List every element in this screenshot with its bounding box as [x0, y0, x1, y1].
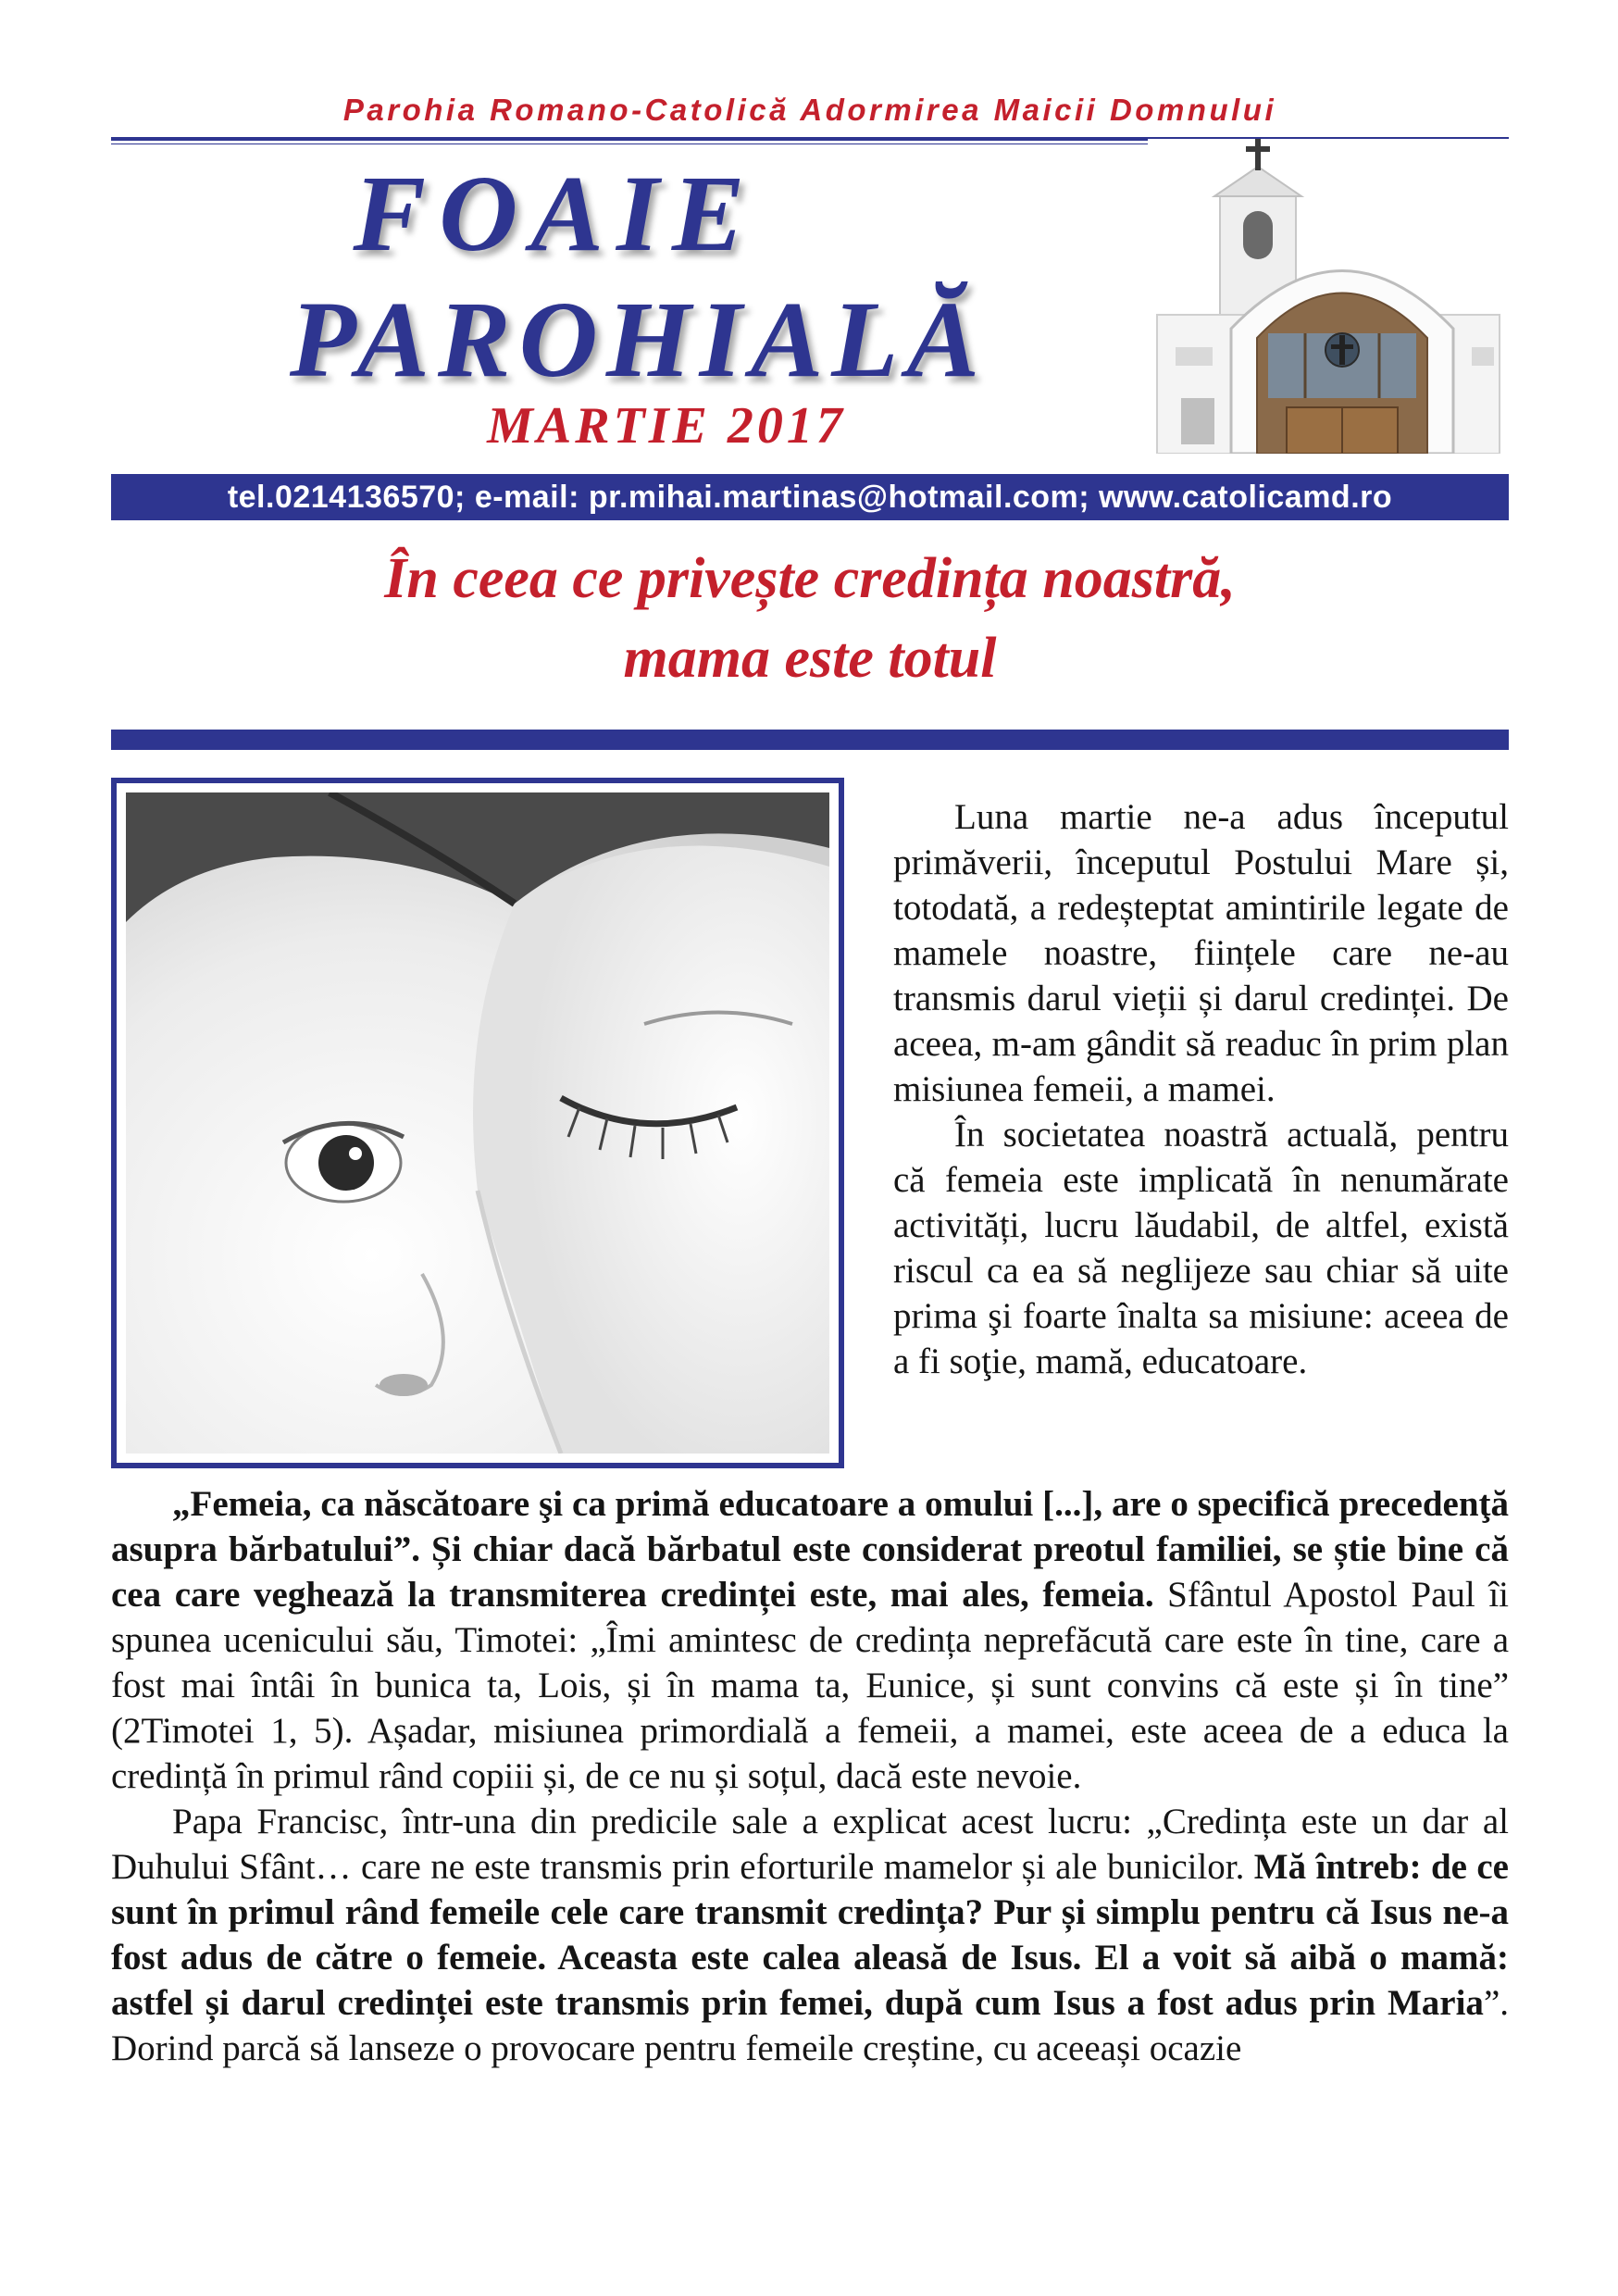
- paragraph-4-bold: Mă întreb: de ce sunt în primul rând femeile cele care transmit credința? Pur și simplu pentru că Isus ne-a fost adus de către o femeie. Aceasta este calea aleasă de Isus. El a voit să aibă o mamă: astfel și darul credinței este transmis prin femei, după cum Isus a fost adus prin Maria: [111, 1847, 1509, 2023]
- article-column-right: [893, 794, 1509, 1384]
- headline-line2: mama este totul: [623, 627, 997, 690]
- headline-line1: În ceea ce privește credința noastră,: [384, 547, 1236, 610]
- article-headline: [111, 539, 1509, 698]
- church-photo: [1148, 139, 1509, 454]
- paragraph-3-bold: „Femeia, ca născătoare şi ca primă educatoare a omului [...], are o specifică precedenţă asupra bărbatului”. Și chiar dacă bărbatul este considerat preotul familiei, se știe bine că cea care veghează la transmiterea credinței este, mai ales, femeia.: [111, 1484, 1509, 1615]
- issue-date: MARTIE 2017: [487, 397, 846, 455]
- paragraph-4: [111, 1799, 1509, 2071]
- paragraph-3-rest: Sfântul Apostol Paul îi spunea ucenicului său, Timotei: „Îmi amintesc de credința neprefăcută care este în tine, care a fost mai întâi în bunica ta, Lois, și în mama ta, Eunice, și sunt convins că este și în tine” (2Timotei 1, 5). Așadar, misiunea primordială a femeii, a mamei, este aceea de a educa la credință în primul rând copiii și, de ce nu și soțul, dacă este nevoie.: [111, 1575, 1509, 1796]
- section-divider: [111, 730, 1509, 750]
- paragraph-4-start: Papa Francisc, într-una din predicile sale a explicat acest lucru: „Credința este un dar al Duhului Sfânt… care ne este transmis prin eforturile mamelor și ale bunicilor.: [111, 1802, 1509, 1887]
- article-column-full: [111, 1481, 1509, 2071]
- masthead-title-line1: FOAIE: [353, 153, 758, 274]
- parish-name: Parohia Romano-Catolică Adormirea Maicii Domnului: [342, 93, 1277, 127]
- paragraph-1: Luna martie ne-a adus începutul primăverii, începutul Postului Mare și, totodată, a redeșteptat amintirile legate de mamele noastre, ființele care ne-au transmis darul vieții și darul credinței. De aceea, m-am gândit să readuc în prim plan misiunea femeii, a mamei.: [893, 797, 1509, 1109]
- paragraph-2: În societatea noastră actuală, pentru că femeia este implicată în nenumărate activități, lucru lăudabil, de altfel, există riscul ca ea să neglijeze sau chiar să uite prima şi foarte înalta sa misiune: aceea de a fi soţie, mamă, educatoare.: [893, 1115, 1509, 1381]
- paragraph-4-end: ”. Dorind parcă să lanseze o provocare pentru femeile creștine, cu aceeași ocazie: [111, 1983, 1509, 2068]
- paragraph-3: [111, 1481, 1509, 1799]
- masthead-title-line2: PAROHIALĂ: [289, 279, 989, 400]
- church-illustration: [1148, 139, 1509, 454]
- contact-bar: tel.0214136570; e-mail: pr.mihai.martinas@hotmail.com; www.catolicamd.ro: [111, 474, 1509, 520]
- mother-child-photo: [111, 778, 844, 1468]
- photo-image: [126, 792, 829, 1454]
- mother-child-illustration: [126, 792, 829, 1454]
